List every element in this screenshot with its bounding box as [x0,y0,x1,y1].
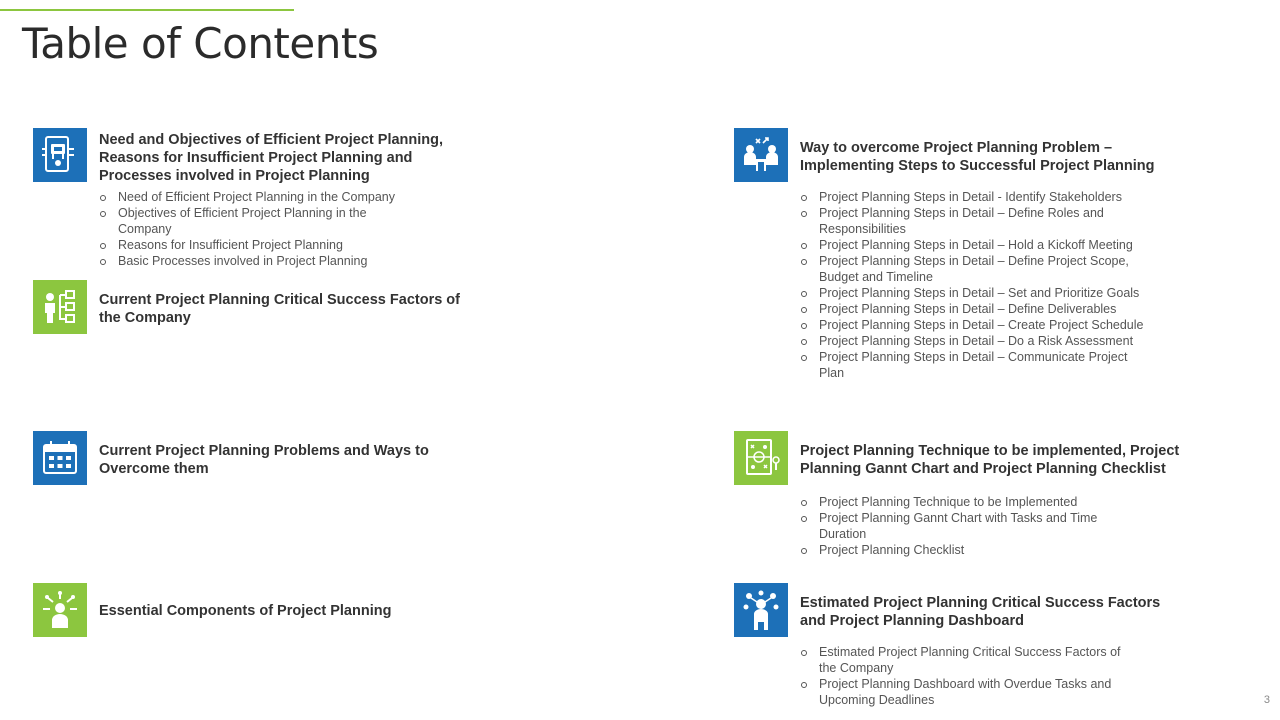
strategy-board-icon [734,431,788,485]
list-item: Project Planning Steps in Detail – Create Project Schedule [800,317,1150,333]
section-title: Project Planning Technique to be implemented, Project Planning Gannt Chart and Project Planning Checklist [800,443,1180,477]
page-number: 3 [1263,694,1270,706]
section-bullet-list [800,494,1130,558]
accent-line [0,9,294,11]
list-item: Project Planning Technique to be Implemented [800,494,1130,510]
list-item: Project Planning Steps in Detail – Define Deliverables [800,301,1150,317]
list-item: Project Planning Gannt Chart with Tasks and Time Duration [800,510,1130,542]
section-title: Need and Objectives of Efficient Project Planning, Reasons for Insufficient Project Planning and Processes involved in Project Planning [99,132,444,184]
section-title: Way to overcome Project Planning Problem – Implementing Steps to Successful Project Planning [800,140,1155,174]
list-item: Basic Processes involved in Project Planning [99,253,399,269]
list-item: Project Planning Checklist [800,542,1130,558]
section-title: Estimated Project Planning Critical Success Factors and Project Planning Dashboard [800,595,1161,629]
page-title: Table of Contents [22,19,379,68]
section-title: Essential Components of Project Planning [99,603,392,619]
section-bullet-list [99,189,399,269]
robot-chip-icon [33,128,87,182]
person-flowchart-icon [33,280,87,334]
list-item: Project Planning Steps in Detail – Set and Prioritize Goals [800,285,1150,301]
calendar-icon [33,431,87,485]
person-network-icon [734,583,788,637]
list-item: Project Planning Steps in Detail – Define Project Scope, Budget and Timeline [800,253,1150,285]
list-item: Estimated Project Planning Critical Success Factors of the Company [800,644,1140,676]
list-item: Objectives of Efficient Project Planning in the Company [99,205,399,237]
section-bullet-list [800,644,1140,708]
list-item: Project Planning Steps in Detail – Communicate Project Plan [800,349,1150,381]
list-item: Project Planning Steps in Detail – Define Roles and Responsibilities [800,205,1150,237]
list-item: Need of Efficient Project Planning in the Company [99,189,399,205]
person-ideas-icon [33,583,87,637]
section-title: Current Project Planning Critical Success Factors of the Company [99,292,460,326]
team-meeting-icon [734,128,788,182]
section-bullet-list [800,189,1150,381]
list-item: Project Planning Steps in Detail - Identify Stakeholders [800,189,1150,205]
section-title: Current Project Planning Problems and Ways to Overcome them [99,443,429,477]
list-item: Reasons for Insufficient Project Planning [99,237,399,253]
list-item: Project Planning Steps in Detail – Do a Risk Assessment [800,333,1150,349]
list-item: Project Planning Steps in Detail – Hold a Kickoff Meeting [800,237,1150,253]
list-item: Project Planning Dashboard with Overdue Tasks and Upcoming Deadlines [800,676,1140,708]
